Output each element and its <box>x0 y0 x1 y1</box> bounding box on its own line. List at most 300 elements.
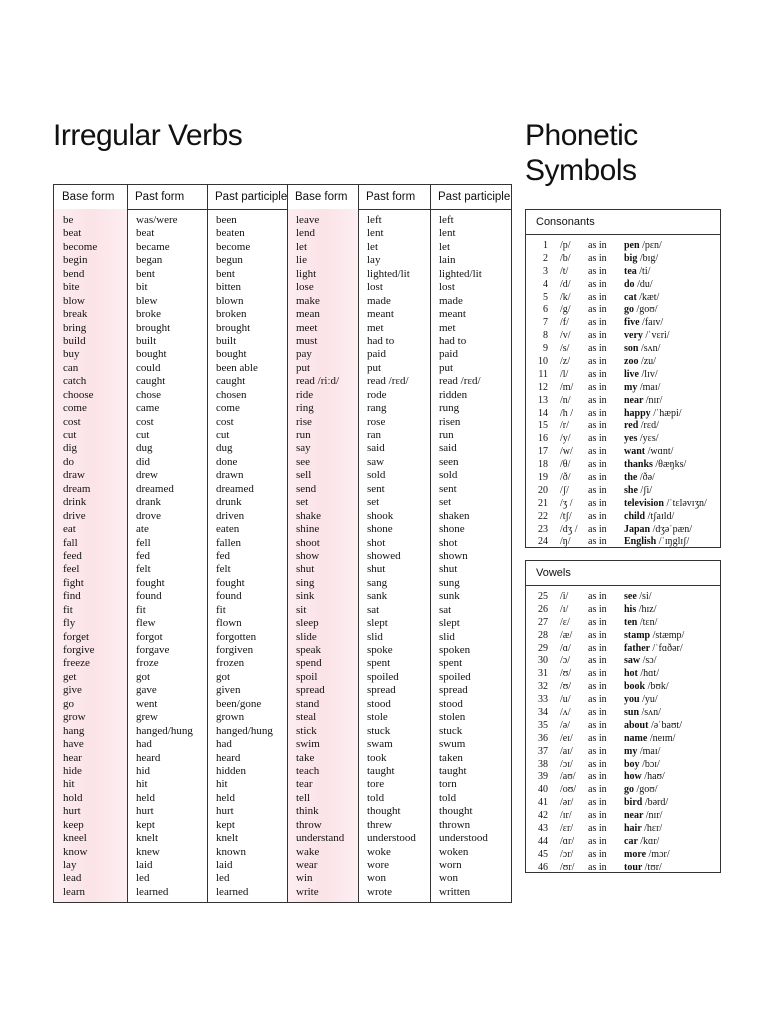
verb-cell: ride <box>296 388 314 401</box>
verb-cell: give <box>63 684 82 697</box>
verb-cell: cost <box>216 415 234 428</box>
verb-cell: hanged/hung <box>136 724 193 737</box>
verb-cell: came <box>136 402 160 415</box>
phonetic-number: 9 <box>543 343 548 355</box>
phonetic-number: 45 <box>538 848 548 860</box>
verb-cell: bent <box>136 267 155 280</box>
verb-cell: understood <box>439 832 488 845</box>
verb-cell: began <box>136 254 163 267</box>
phonetic-number: 44 <box>538 835 548 847</box>
example-word-text: my <box>624 745 638 757</box>
example-word <box>624 604 657 617</box>
verb-cell: told <box>439 791 457 804</box>
phonetic-number: 21 <box>538 497 548 509</box>
verb-cell: spread <box>296 684 325 697</box>
column-divider <box>430 185 431 902</box>
verb-cell: rung <box>439 402 460 415</box>
verb-cell: was/were <box>136 214 178 226</box>
verb-cell: blow <box>63 294 85 307</box>
as-in-label: as in <box>588 719 607 731</box>
verb-cell: left <box>367 214 382 226</box>
verb-cell: showed <box>367 549 401 562</box>
verb-cell: got <box>216 670 231 683</box>
example-transcription: /zu/ <box>640 356 656 368</box>
example-word-text: tour <box>624 861 643 873</box>
example-word <box>624 356 656 369</box>
verb-cell: meant <box>367 308 394 321</box>
verb-cell: driven <box>216 509 245 522</box>
example-transcription: /hɪz/ <box>638 603 657 615</box>
example-word <box>624 810 662 823</box>
phonetic-symbol: /ɔ/ <box>560 655 570 667</box>
verb-cell: run <box>296 429 311 441</box>
phonetic-row <box>526 849 720 862</box>
as-in-label: as in <box>588 668 607 680</box>
example-word <box>624 536 689 549</box>
phonetic-symbol: /eɪ/ <box>560 732 573 744</box>
phonetic-symbol: /l/ <box>560 368 569 380</box>
as-in-label: as in <box>588 497 607 509</box>
phonetic-row <box>526 343 720 356</box>
verb-cell: won <box>439 872 458 885</box>
verb-cell: build <box>63 334 86 347</box>
as-in-label: as in <box>588 252 607 264</box>
verb-cell: caught <box>136 375 166 388</box>
phonetic-symbol: /ʊr/ <box>560 861 575 873</box>
example-word-text: see <box>624 591 637 602</box>
phonetic-symbol: /m/ <box>560 381 574 393</box>
verb-cell: caught <box>216 375 246 388</box>
verb-cell: lend <box>296 227 315 240</box>
phonetic-symbol: /ʊ/ <box>560 668 572 680</box>
verb-cell: eat <box>63 523 76 536</box>
example-transcription: /nɪr/ <box>645 394 663 406</box>
phonetic-number: 12 <box>538 381 548 393</box>
example-transcription: /əˈbaʊt/ <box>650 719 682 731</box>
example-word <box>624 266 650 279</box>
phonetic-number: 32 <box>538 681 548 693</box>
example-transcription: /rɛd/ <box>640 420 659 432</box>
phonetic-number: 10 <box>538 356 548 368</box>
example-transcription: /mɔr/ <box>648 848 670 860</box>
verb-cell: dug <box>136 442 153 455</box>
verb-cell: learn <box>63 885 85 898</box>
verbs-table-header <box>54 185 511 210</box>
example-word <box>624 707 661 720</box>
verb-cell: cost <box>136 415 154 428</box>
phonetic-symbol: /ɔr/ <box>560 848 574 860</box>
example-word <box>624 591 652 604</box>
verb-cell: thought <box>439 805 473 818</box>
example-transcription: /kɑr/ <box>640 835 660 847</box>
phonetic-number: 4 <box>543 278 548 290</box>
verb-cell: met <box>439 321 456 334</box>
header-base-form-2: Base form <box>295 191 348 203</box>
verb-cell: sunk <box>439 590 460 603</box>
verb-cell: swam <box>367 738 393 751</box>
verb-cell: let <box>439 240 450 253</box>
verb-cell: send <box>296 482 317 495</box>
verb-cell: hurt <box>216 805 234 818</box>
example-word-text: his <box>624 603 637 615</box>
phonetic-row <box>526 604 720 617</box>
phonetic-row <box>526 862 720 875</box>
phonetic-symbol: /r/ <box>560 420 569 432</box>
example-transcription: /bərd/ <box>644 797 669 809</box>
phonetic-symbol: /v/ <box>560 330 571 342</box>
example-transcription: /ti/ <box>639 265 651 277</box>
verb-cell: put <box>439 361 454 374</box>
example-word <box>624 253 658 266</box>
phonetic-row <box>526 630 720 643</box>
verb-cell: brought <box>136 321 171 334</box>
phonetic-symbol: /z/ <box>560 356 570 368</box>
verb-cell: lent <box>367 227 384 240</box>
verb-cell: paid <box>439 348 458 361</box>
phonetic-number: 6 <box>543 304 548 316</box>
verb-cell: fought <box>216 576 245 589</box>
verb-cell: wear <box>296 859 318 871</box>
example-word-text: hot <box>624 668 638 680</box>
verb-cell: lain <box>439 254 456 267</box>
verb-cell: light <box>296 267 317 280</box>
verb-cell: spread <box>367 684 396 697</box>
phonetic-row <box>526 304 720 317</box>
verb-cell: run <box>439 429 454 441</box>
phonetic-number: 33 <box>538 694 548 706</box>
verb-cell: slide <box>296 630 317 643</box>
verb-cell: stole <box>367 711 388 724</box>
verb-cell: drawn <box>216 469 244 482</box>
verb-cell: say <box>296 442 311 455</box>
verb-cell: felt <box>216 563 231 576</box>
phonetic-symbol: /dʒ / <box>560 523 578 535</box>
verb-cell: sang <box>367 576 388 589</box>
phonetic-row <box>526 720 720 733</box>
example-word <box>624 862 662 875</box>
phonetic-row <box>526 524 720 537</box>
verb-cell: written <box>439 885 471 898</box>
verb-cell: flew <box>136 617 156 630</box>
phonetic-row <box>526 279 720 292</box>
verb-cell: think <box>296 805 319 818</box>
example-word <box>624 369 658 382</box>
verb-cell: held <box>216 791 235 804</box>
verb-cell: begun <box>216 254 243 267</box>
example-transcription: /θæŋks/ <box>655 459 687 471</box>
consonants-table <box>525 209 721 548</box>
verb-cell: frozen <box>216 657 245 670</box>
as-in-label: as in <box>588 356 607 368</box>
verb-cell: bought <box>136 348 167 361</box>
as-in-label: as in <box>588 523 607 535</box>
verb-cell: heard <box>216 751 241 764</box>
example-word-text: stamp <box>624 629 651 641</box>
phonetic-symbol: /tʃ/ <box>560 510 572 522</box>
example-transcription: /goʊ/ <box>636 304 658 316</box>
verb-cell: kept <box>136 818 155 831</box>
phonetic-symbol: /f/ <box>560 317 569 329</box>
example-transcription: /ˈɪŋglɪʃ/ <box>658 536 690 548</box>
example-transcription: /ˈhæpi/ <box>653 407 682 419</box>
verb-cell: go <box>63 697 74 710</box>
example-transcription: /ðə/ <box>639 472 655 484</box>
phonetic-symbols-title <box>525 118 745 188</box>
phonetic-symbol: /ɑr/ <box>560 835 575 847</box>
verb-cell: woke <box>367 845 391 858</box>
verb-cell: swum <box>439 738 466 751</box>
example-word-text: she <box>624 484 638 496</box>
example-word <box>624 771 665 784</box>
phonetic-row <box>526 498 720 511</box>
phonetic-symbol: /ɔɪ/ <box>560 758 573 770</box>
header-past-form-1: Past form <box>135 191 185 203</box>
example-word <box>624 343 660 356</box>
phonetic-number: 20 <box>538 484 548 496</box>
phonetic-number: 13 <box>538 394 548 406</box>
example-word <box>624 524 692 537</box>
example-word-text: pen <box>624 240 640 251</box>
phonetic-row <box>526 681 720 694</box>
verb-cell: know <box>63 845 88 858</box>
example-word <box>624 630 684 643</box>
as-in-label: as in <box>588 732 607 744</box>
verb-cell: shine <box>296 523 320 536</box>
verb-cell: threw <box>367 818 393 831</box>
example-word-text: you <box>624 694 640 706</box>
header-past-participle-2: Past participle <box>438 191 511 203</box>
verb-cell: torn <box>439 778 457 791</box>
verb-cell: shone <box>439 523 465 536</box>
verb-cell: take <box>296 751 315 764</box>
example-word-text: bird <box>624 797 643 809</box>
verb-cell: fought <box>136 576 165 589</box>
verb-cell: feed <box>63 549 82 562</box>
phonetic-symbol: /s/ <box>560 343 570 355</box>
example-word-text: boy <box>624 758 640 770</box>
verb-cell: come <box>216 402 240 415</box>
example-word-text: five <box>624 317 640 329</box>
phonetic-number: 28 <box>538 629 548 641</box>
verb-cell: read /rɛd/ <box>367 375 409 388</box>
as-in-label: as in <box>588 681 607 693</box>
verb-cell: slid <box>367 630 383 643</box>
as-in-label: as in <box>588 771 607 783</box>
verb-cell: ate <box>136 523 149 536</box>
example-transcription: /dʒəˈpæn/ <box>652 523 693 535</box>
phonetic-symbol: /t/ <box>560 265 569 277</box>
example-word-text: English <box>624 536 657 548</box>
as-in-label: as in <box>588 304 607 316</box>
consonants-rows <box>526 235 720 549</box>
phonetic-number: 29 <box>538 642 548 654</box>
as-in-label: as in <box>588 472 607 484</box>
verb-cell: taught <box>439 764 467 777</box>
verb-cell: keep <box>63 818 84 831</box>
verb-cell: forgave <box>136 644 170 656</box>
phonetic-number: 8 <box>543 330 548 342</box>
phonetic-row <box>526 759 720 772</box>
verb-cell: dig <box>63 442 78 455</box>
verb-cell: spoke <box>367 644 393 656</box>
as-in-label: as in <box>588 745 607 757</box>
example-word <box>624 823 662 836</box>
verb-cell: taken <box>439 751 463 764</box>
example-word <box>624 498 707 511</box>
verb-cell: break <box>63 308 88 321</box>
phonetic-number: 25 <box>538 591 548 602</box>
example-word <box>624 643 683 656</box>
example-transcription: /du/ <box>637 278 653 290</box>
verb-cell: hang <box>63 724 85 737</box>
example-word <box>624 746 660 759</box>
verb-cell: woken <box>439 845 469 858</box>
verb-cell: drunk <box>216 496 242 509</box>
verb-cell: taught <box>367 764 395 777</box>
verb-cell: lay <box>63 859 77 871</box>
example-word <box>624 694 658 707</box>
phonetic-row <box>526 485 720 498</box>
verb-cell: brought <box>216 321 251 334</box>
verb-cell: meet <box>296 321 318 334</box>
verb-cell: tore <box>367 778 385 791</box>
verb-cell: lie <box>296 254 307 267</box>
verb-cell: meant <box>439 308 466 321</box>
verb-cell: sat <box>439 603 452 616</box>
verb-cell: let <box>367 240 378 253</box>
verb-cell: led <box>136 872 150 885</box>
irregular-verbs-title: Irregular Verbs <box>53 119 243 152</box>
example-word-text: thanks <box>624 459 653 471</box>
verb-cell: dreamed <box>216 482 254 495</box>
example-word-text: my <box>624 381 638 393</box>
phonetic-row <box>526 810 720 823</box>
verb-cell: lose <box>296 281 314 294</box>
example-word-text: tea <box>624 265 637 277</box>
verb-cell: learned <box>136 885 169 898</box>
verb-cell: bent <box>216 267 235 280</box>
verb-cell: said <box>439 442 457 455</box>
phonetic-number: 37 <box>538 745 548 757</box>
verb-cell: come <box>63 402 87 415</box>
phonetic-number: 22 <box>538 510 548 522</box>
example-word-text: red <box>624 420 639 432</box>
verb-cell: took <box>367 751 387 764</box>
example-word <box>624 240 662 253</box>
phonetic-row <box>526 472 720 485</box>
column-past-participle-1 <box>207 209 287 902</box>
verb-cell: hear <box>63 751 82 764</box>
example-word-text: want <box>624 446 646 458</box>
example-word <box>624 836 659 849</box>
verb-cell: have <box>63 738 84 751</box>
verb-cell: be <box>63 214 74 226</box>
verb-cell: dream <box>63 482 91 495</box>
phonetic-number: 15 <box>538 420 548 432</box>
example-word-text: big <box>624 252 638 264</box>
verb-cell: speak <box>296 644 322 656</box>
as-in-label: as in <box>588 823 607 835</box>
verb-cell: fed <box>216 549 231 562</box>
verb-cell: hide <box>63 764 82 777</box>
verb-cell: grown <box>216 711 245 724</box>
as-in-label: as in <box>588 407 607 419</box>
column-past-form-2 <box>358 209 430 902</box>
verb-cell: lead <box>63 872 82 885</box>
verb-cell: fit <box>63 603 73 616</box>
example-word <box>624 681 669 694</box>
phonetic-row <box>526 784 720 797</box>
example-word-text: how <box>624 771 642 783</box>
verb-cell: throw <box>296 818 322 831</box>
phonetic-symbol: /ʒ / <box>560 497 573 509</box>
verb-cell: spoiled <box>439 670 471 683</box>
example-word-text: car <box>624 835 638 847</box>
verb-cell: become <box>63 240 98 253</box>
as-in-label: as in <box>588 758 607 770</box>
as-in-label: as in <box>588 591 607 602</box>
verb-cell: learned <box>216 885 249 898</box>
verb-cell: sell <box>296 469 312 482</box>
example-transcription: /tʊr/ <box>644 861 662 873</box>
verb-cell: could <box>136 361 161 374</box>
verb-cell: shaken <box>439 509 470 522</box>
example-transcription: /bʊk/ <box>647 681 669 693</box>
phonetic-row <box>526 420 720 433</box>
verb-cell: swim <box>296 738 320 751</box>
verb-cell: shake <box>296 509 322 522</box>
verb-cell: must <box>296 334 318 347</box>
phonetic-row <box>526 733 720 746</box>
phonetic-row <box>526 655 720 668</box>
phonetic-symbol: /y/ <box>560 433 571 445</box>
as-in-label: as in <box>588 317 607 329</box>
verb-cell: lighted/lit <box>367 267 410 280</box>
phonetic-number: 38 <box>538 758 548 770</box>
as-in-label: as in <box>588 810 607 822</box>
verb-cell: thrown <box>439 818 471 831</box>
verb-cell: fallen <box>216 536 242 549</box>
example-word-text: go <box>624 784 634 796</box>
phonetic-number: 40 <box>538 784 548 796</box>
example-word-text: near <box>624 810 644 822</box>
example-word-text: happy <box>624 407 651 419</box>
phonetic-symbol: /ɪ/ <box>560 603 569 615</box>
verb-cell: blown <box>216 294 244 307</box>
verb-cell: spent <box>367 657 391 670</box>
example-word <box>624 485 652 498</box>
verb-cell: sat <box>367 603 380 616</box>
verb-cell: shut <box>439 563 458 576</box>
example-word <box>624 382 660 395</box>
phonetic-symbol: /æ/ <box>560 629 573 641</box>
as-in-label: as in <box>588 784 607 796</box>
verb-cell: cut <box>63 429 77 441</box>
verb-cell: sent <box>367 482 385 495</box>
phonetic-symbol: /θ/ <box>560 459 571 471</box>
example-word <box>624 733 675 746</box>
verb-cell: drink <box>63 496 87 509</box>
verb-cell: do <box>63 455 74 468</box>
example-transcription: /sʌn/ <box>640 343 661 355</box>
verb-cell: stood <box>367 697 391 710</box>
verb-cell: laid <box>216 859 233 871</box>
verb-cell: choose <box>63 388 94 401</box>
verb-cell: spoiled <box>367 670 399 683</box>
verb-cell: made <box>439 294 463 307</box>
example-word <box>624 446 673 459</box>
phonetic-number: 16 <box>538 433 548 445</box>
